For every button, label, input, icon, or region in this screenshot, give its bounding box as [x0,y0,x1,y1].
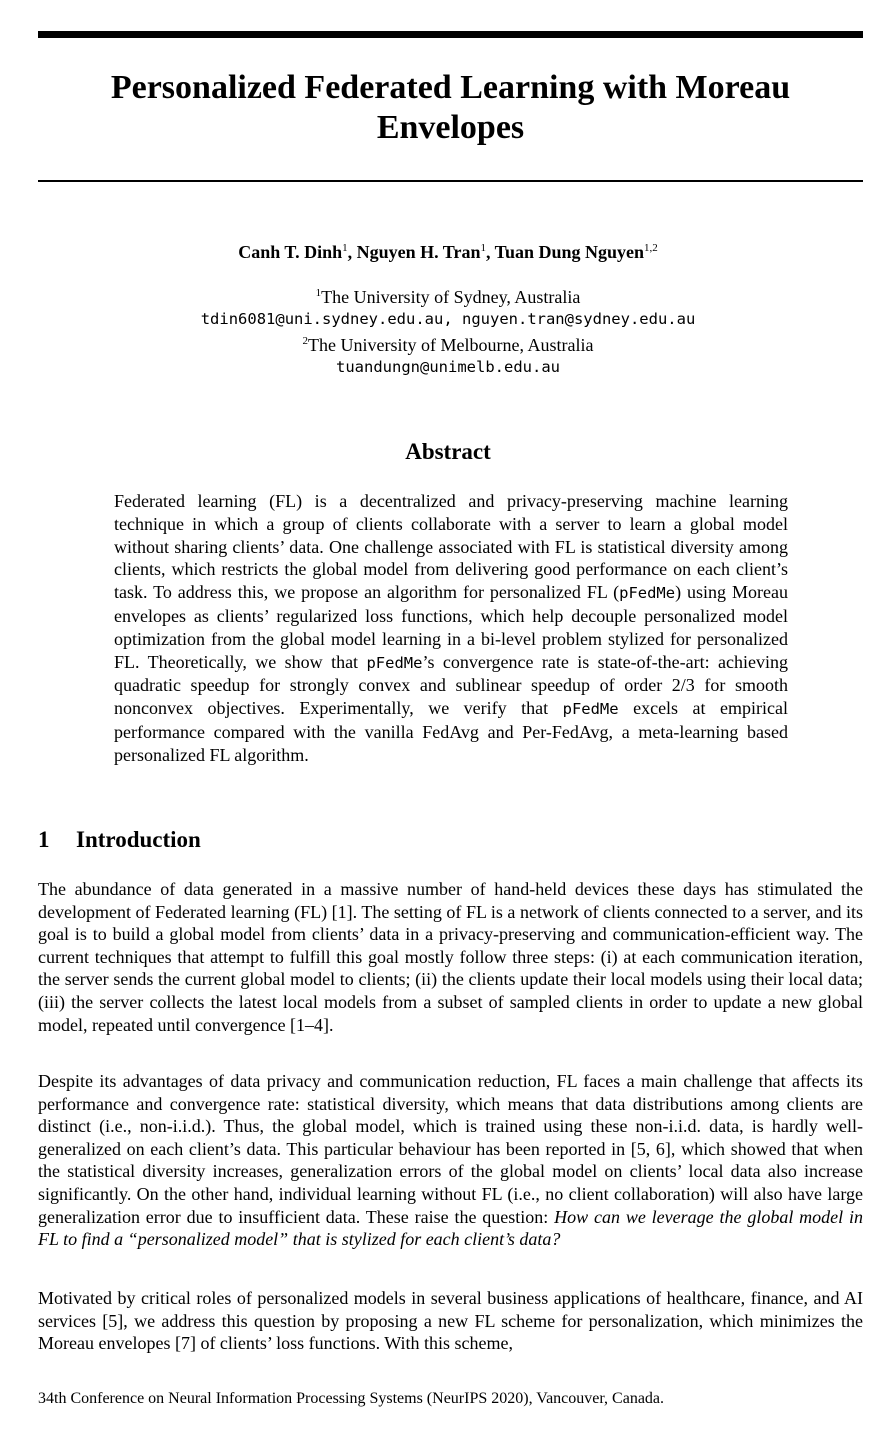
author-affiliation-mark: 1 [480,242,486,254]
abstract-text: excels at empirical performance compared with the vanilla FedAvg and Per-FedAvg, a meta-learning based personalized FL algorithm. [114,698,788,765]
abstract-body [114,490,788,767]
title-bottom-rule [38,180,863,182]
algorithm-name: pFedMe [619,584,676,603]
affiliation-number: 2 [302,335,309,347]
affiliation-1-emails: tdin6081@uni.sydney.edu.au, nguyen.tran@sydney.edu.au [200,310,696,328]
paragraph-text: Despite its advantages of data privacy and communication reduction, FL faces a main challenge that affects its performance and convergence rate: statistical diversity, which means that data distributions among clients are distinct (i.e., non-i.i.d.). Thus, the global model, which is trained using these non-i.i.d. data, is hardly well-generalized on each client’s data. This particular behaviour has been reported in [5, 6], which showed that when the statistical diversity increases, generalization errors of the global model on clients’ local data also increase significantly. On the other hand, individual learning without FL (i.e., no client collaboration) will also have large generalization error due to insufficient data. These raise the question: [38,1071,863,1227]
research-question: How can we leverage the global model in FL to find a “personalized model” that is stylized for each client’s data? [38,1206,864,1250]
top-rule [38,31,863,38]
author-list: Canh T. Dinh$^1$, Nguyen H. Tran$^1$, Tuan Dung Nguyen$^{1,2}$ [238,242,658,262]
affiliation-2 [0,330,896,356]
section-heading [38,826,863,854]
paper-title: Personalized Federated Learning with Moreau Envelopes [110,69,791,146]
algorithm-name: pFedMe [562,700,619,719]
affiliation-name: The University of Melbourne, Australia [308,335,594,355]
section-number: 1 [38,827,50,852]
intro-paragraph-1: The abundance of data generated in a massive number of hand-held devices these days has stimulated the development of Federated learning (FL) [1]. The setting of FL is a network of clients connected to a server, and its goal is to build a global model from clients’ data in a privacy-preserving and communication-efficient way. The current techniques that attempt to fulfill this goal mostly follow three steps: (i) at each communication iteration, the server sends the current global model to clients; (ii) the clients update their local models using their local data; (iii) the server collects the latest local models from a subset of sampled clients in order to update a new global model, repeated until convergence [1–4]. [38,879,863,1035]
author-affiliation-mark: 1,2 [644,242,658,254]
affiliation-1 [0,282,896,308]
algorithm-name: pFedMe [366,653,423,672]
abstract-text: Federated learning (FL) is a decentralized and privacy-preserving machine learning technique in which a group of clients collaborate with a server to learn a global model without sharing clients’ data. One challenge associated with FL is statistical diversity among clients, which restricts the global model from delivering good performance on each client’s task. To address this, we propose an algorithm for personalized FL ( [114,491,788,603]
author-name: Nguyen H. Tran [356,242,481,262]
abstract-text: ) using Moreau envelopes as clients’ regularized loss functions, which help decouple personalized model optimization from the global model learning in a bi-level problem stylized for personalized FL. Theoretically, we show that [114,582,788,672]
conference-footer: 34th Conference on Neural Information Processing Systems (NeurIPS 2020), Vancouver, Canada. [38,1390,665,1407]
affiliations [0,282,896,378]
intro-paragraph-3: Motivated by critical roles of personalized models in several business applications of healthcare, finance, and AI services [5], we address this question by proposing a new FL scheme for personalization, which minimizes the Moreau envelopes [7] of clients’ loss functions. With this scheme, [38,1288,863,1354]
abstract-text: ’s convergence rate is state-of-the-art: achieving quadratic speedup for strongly convex and sublinear speedup of order 2/3 for smooth nonconvex objectives. Experimentally, we verify that [114,651,788,719]
author-name: Tuan Dung Nguyen [494,242,645,262]
affiliation-number: 1 [315,287,322,299]
abstract-heading: Abstract [405,439,491,464]
intro-paragraph-2 [38,1070,863,1251]
author-name: Canh T. Dinh [238,242,343,262]
affiliation-2-emails: tuandungn@unimelb.edu.au [336,358,560,376]
section-title: Introduction [76,827,201,852]
author-affiliation-mark: 1 [342,242,348,254]
affiliation-name: The University of Sydney, Australia [321,287,581,307]
